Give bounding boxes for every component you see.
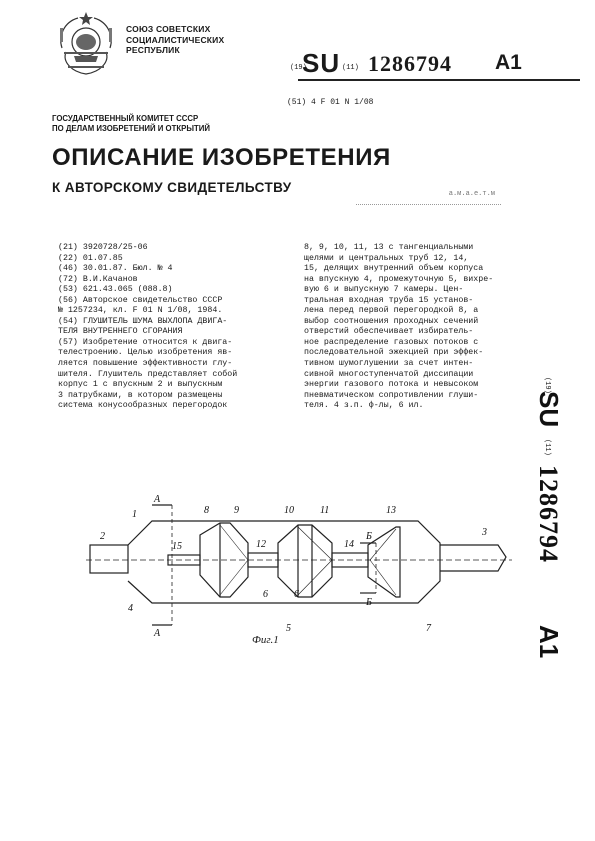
label-3: 3 <box>482 527 487 538</box>
ipc-classification <box>287 98 373 107</box>
side-number: 1286794 <box>534 465 562 563</box>
section-b-bottom: Б <box>366 597 372 608</box>
abstract-line: тральная входная труба 15 установ- <box>304 295 474 305</box>
label-7: 7 <box>426 623 431 634</box>
section-b-top: Б <box>366 531 372 542</box>
document-title: ОПИСАНИЕ ИЗОБРЕТЕНИЯ <box>52 144 391 171</box>
country-code: SU <box>302 48 341 78</box>
stamp-text: а.м.а.е.т.м <box>448 190 495 198</box>
biblio-line: (56) Авторское свидетельство СССР <box>58 295 223 305</box>
label-5: 5 <box>286 623 291 634</box>
biblio-line: (72) В.И.Качанов <box>58 274 138 284</box>
ipc-value: F 01 N 1/08 <box>320 98 374 107</box>
side-kind: A1 <box>534 625 562 659</box>
biblio-line: (46) 30.01.87. Бюл. № 4 <box>58 264 173 274</box>
inid-code-51: (51) 4 <box>287 98 316 107</box>
document-subtitle: К АВТОРСКОМУ СВИДЕТЕЛЬСТВУ <box>52 180 292 195</box>
side-country: SU <box>534 391 562 428</box>
side-code-19: (19) <box>543 377 551 394</box>
abstract-column-right <box>304 243 493 412</box>
ussr-emblem-icon <box>52 8 120 80</box>
biblio-line: 3 патрубками, в котором размещены <box>58 390 223 400</box>
patent-identifier <box>290 48 580 78</box>
abstract-line: вую 6 и выпускную 7 камеры. Цен- <box>304 285 464 295</box>
abstract-line: ное распределение газовых потоков с <box>304 337 479 347</box>
abstract-line: выбор соотношения проходных сечений <box>304 316 479 326</box>
label-15: 15 <box>172 541 182 552</box>
abstract-line: отверстий обеспечивает избиратель- <box>304 327 474 337</box>
label-8: 8 <box>204 505 209 516</box>
abstract-line: последовательной эжекцией при эффек- <box>304 348 484 358</box>
abstract-line: теля. 4 з.п. ф-лы, 6 ил. <box>304 401 424 411</box>
abstract-line: на впускную 4, промежуточную 5, вихре- <box>304 274 494 284</box>
inid-code-11: (11) <box>342 64 359 72</box>
biblio-line: № 1257234, кл. F 01 N 1/08, 1984. <box>58 306 223 316</box>
label-10: 10 <box>284 505 294 516</box>
biblio-line: ляется повышение эффективности глу- <box>58 359 233 369</box>
abstract-line: лена перед первой перегородкой 8, а <box>304 306 479 316</box>
label-9: 9 <box>234 505 239 516</box>
kind-code: A1 <box>495 51 522 74</box>
org-line: СОЮЗ СОВЕТСКИХ <box>126 24 211 34</box>
abstract-line: сивной многоступенчатой диссипации <box>304 369 474 379</box>
committee-line: ГОСУДАРСТВЕННЫЙ КОМИТЕТ СССР <box>52 114 199 123</box>
label-13: 13 <box>386 505 396 516</box>
label-4: 4 <box>128 603 133 614</box>
header-rule <box>298 79 580 81</box>
biblio-line: корпус 1 с впускным 2 и выпускным <box>58 380 223 390</box>
committee-name <box>52 114 210 133</box>
abstract-line: щелями и центральных труб 12, 14, <box>304 253 469 263</box>
muffler-drawing <box>80 485 520 670</box>
biblio-line: шителя. Глушитель представляет собой <box>58 369 238 379</box>
label-14: 14 <box>344 539 354 550</box>
label-12: 12 <box>256 539 266 550</box>
figure-caption: Фиг.1 <box>252 634 279 646</box>
abstract-line: энергии газового потока и невысоком <box>304 380 479 390</box>
inid-code-19: (19) <box>290 64 307 72</box>
label-2: 2 <box>100 531 105 542</box>
abstract-line: тивном шумоглушении за счет интен- <box>304 359 474 369</box>
label-6: 6 <box>263 589 268 600</box>
org-line: РЕСПУБЛИК <box>126 45 180 55</box>
abstract-line: 8, 9, 10, 11, 13 с тангенциальными <box>304 243 474 252</box>
biblio-line: (22) 01.07.85 <box>58 253 123 263</box>
abstract-line: пневматическом сопротивлении глуши- <box>304 390 479 400</box>
section-a-bottom: А <box>154 628 161 639</box>
patent-number: 1286794 <box>368 51 452 76</box>
label-6-secondary: 6 <box>294 589 299 600</box>
biblio-line: телестроению. Целью изобретения яв- <box>58 348 233 358</box>
biblio-line: ТЕЛЯ ВНУТРЕННЕГО СГОРАНИЯ <box>58 327 183 337</box>
biblio-line: (21) 3920728/25-06 <box>58 243 148 252</box>
committee-line: ПО ДЕЛАМ ИЗОБРЕТЕНИЙ И ОТКРЫТИЙ <box>52 123 210 133</box>
biblio-line: (57) Изобретение относится к двига- <box>58 337 233 347</box>
biblio-line: система конусообразных перегородок <box>58 401 228 411</box>
issuing-country <box>126 24 224 56</box>
section-a-top: А <box>154 494 161 505</box>
biblio-line: (54) ГЛУШИТЕЛЬ ШУМА ВЫХЛОПА ДВИГА- <box>58 316 228 326</box>
side-code-11: (11) <box>543 439 551 456</box>
biblio-line: (53) 621.43.065 (088.8) <box>58 285 173 295</box>
org-line: СОЦИАЛИСТИЧЕСКИХ <box>126 34 225 45</box>
label-11: 11 <box>320 505 330 516</box>
bibliographic-column-left <box>58 243 237 412</box>
label-1: 1 <box>132 509 137 520</box>
library-stamp <box>356 170 501 205</box>
abstract-line: 15, делящих внутренний объем корпуса <box>304 264 484 274</box>
